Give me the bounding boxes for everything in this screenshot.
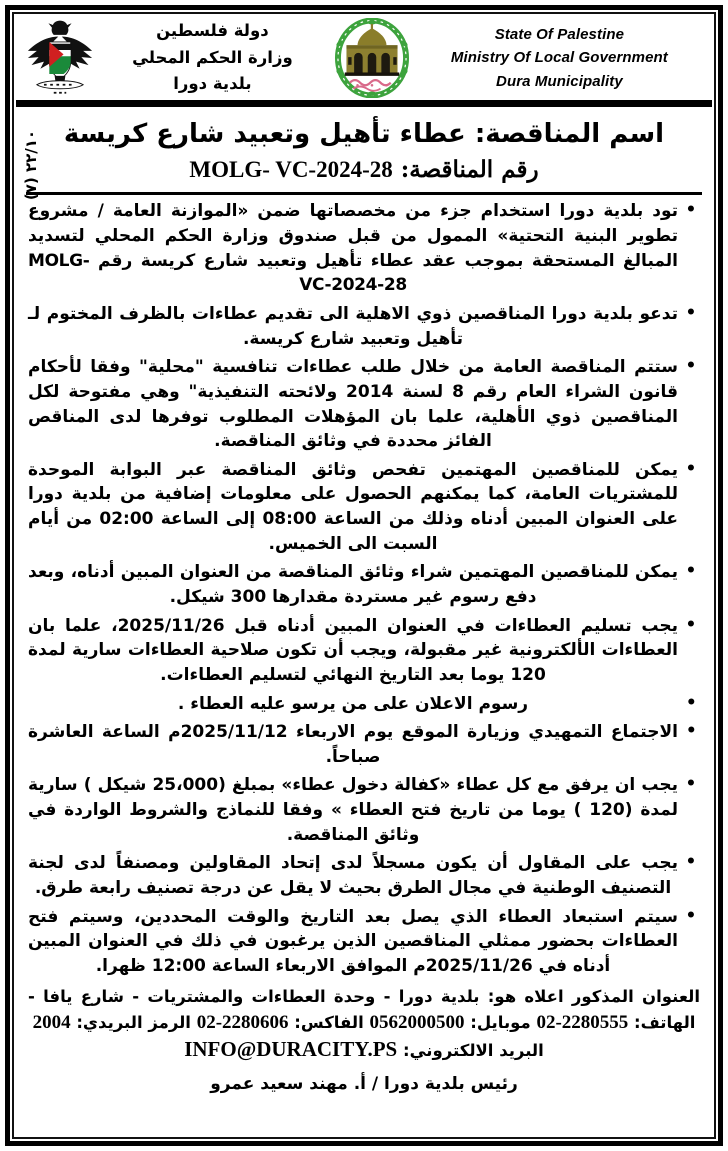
tender-number-label: رقم المناقصة: bbox=[400, 155, 539, 183]
letterhead-arabic-line-1: دولة فلسطين bbox=[156, 21, 269, 41]
title-block bbox=[22, 111, 706, 190]
clause-item: • تود بلدية دورا استخدام جزء من مخصصاتها ضمن «الموازنة العامة / مشروع تطوير البنية التحتية» الممول من قبل صندوق وزارة الحكم المحلي لتسديد المبالغ المستحقة بموجب عقد عطاء تأهيل وتعبيد شارع كريسة رقم MOLG- VC-2024-28 bbox=[28, 199, 700, 298]
reference-code-text: ٢٢/١٠ (٧) bbox=[21, 129, 40, 201]
letterhead-arabic-line-2: وزارة الحكم المحلي bbox=[132, 47, 293, 67]
clause-item: • الاجتماع التمهيدي وزيارة الموقع يوم الاربعاء 2025/11/12م الساعة العاشرة صباحاً. bbox=[28, 720, 700, 769]
dura-municipality-logo bbox=[329, 18, 415, 98]
postal-code-value: 2004 bbox=[32, 1011, 71, 1033]
clause-item: • يجب على المقاول أن يكون مسجلاً لدى إتحاد المقاولين ومصنفاً لدى لجنة التصنيف الوطنية في مجال الطرق بحيث لا يقل عن درجة تصنيف رابعة طرق. bbox=[28, 851, 700, 900]
header-divider-rule bbox=[16, 100, 712, 107]
palestine-eagle-emblem bbox=[24, 17, 96, 99]
letterhead-arabic bbox=[96, 18, 329, 97]
letterhead-english-line-3: Dura Municipality bbox=[496, 72, 623, 90]
title-divider-rule bbox=[26, 192, 702, 195]
mobile-label: موبايل: bbox=[470, 1012, 531, 1032]
clause-item: • سيتم استبعاد العطاء الذي يصل بعد التاريخ والوقت المحددين، وسيتم فتح العطاءات بحضور ممثلي المناقصين الذين يرغبون في ذلك في العنوان المبين أدناه في 2025/11/26م الموافق الاربعاء الساعة 12:00 ظهرا. bbox=[28, 905, 700, 979]
letterhead-english bbox=[415, 23, 704, 93]
tender-name-title: اسم المناقصة: عطاء تأهيل وتعبيد شارع كريسة bbox=[63, 119, 665, 149]
clause-item: • تدعو بلدية دورا المناقصين ذوي الاهلية الى تقديم عطاءات بالظرف المختوم لـ تأهيل وتعبيد شارع كريسة. bbox=[28, 302, 700, 351]
phone-value: 02-2280555 bbox=[536, 1011, 629, 1033]
page-frame-inner bbox=[12, 12, 716, 1139]
clause-item: • يجب ان يرفق مع كل عطاء «كفالة دخول عطاء» بمبلغ (25،000 شيكل ) سارية لمدة (120 ) يوما من تاريخ فتح العطاء » وفقا للنماذج والشروط الواردة في وثائق المناقصة. bbox=[28, 773, 700, 847]
postal-code-label: الرمز البريدي: bbox=[76, 1012, 191, 1032]
tender-number-line bbox=[56, 155, 672, 185]
announcement-body bbox=[14, 107, 714, 1137]
clause-item: • يمكن للمناقصين المهتمين شراء وثائق المناقصة من العنوان المبين أدناه، وبعد دفع رسوم غير مستردة مقدارها 300 شيكل. bbox=[28, 560, 700, 609]
contact-address: العنوان المذكور اعلاه هو: بلدية دورا - وحدة العطاءات والمشتريات - شارع يافا - bbox=[28, 986, 700, 1006]
fax-label: الفاكس: bbox=[294, 1012, 364, 1032]
phone-label: الهاتف: bbox=[634, 1012, 696, 1032]
page-frame-outer bbox=[5, 5, 723, 1146]
contact-block bbox=[22, 983, 706, 1036]
fax-value: 02-2280606 bbox=[196, 1011, 289, 1033]
signature-line: رئيس بلدية دورا / أ. مهند سعيد عمرو bbox=[210, 1074, 518, 1095]
clause-list bbox=[22, 199, 706, 978]
tender-number-value: MOLG- VC-2024-28 bbox=[189, 156, 393, 182]
email-label: البريد الالكتروني: bbox=[402, 1041, 544, 1061]
letterhead-english-line-2: Ministry Of Local Government bbox=[450, 49, 668, 67]
clause-item: • يجب تسليم العطاءات في العنوان المبين أدناه قبل 2025/11/26، علما بان العطاءات الألكترونية غير مقبولة، ويجب أن تكون صلاحية العطاءات سارية لمدة 120 يوما بعد التاريخ النهائي لتسليم العطاءات. bbox=[28, 614, 700, 688]
letterhead-english-line-1: State Of Palestine bbox=[494, 26, 625, 44]
email-line bbox=[22, 1036, 706, 1062]
clause-item: • رسوم الاعلان على من يرسو عليه العطاء . bbox=[28, 692, 700, 717]
letterhead bbox=[14, 14, 714, 100]
letterhead-arabic-line-3: بلدية دورا bbox=[173, 74, 252, 94]
mobile-value: 0562000500 bbox=[369, 1011, 465, 1033]
email-value[interactable]: INFO@DURACITY.PS bbox=[184, 1037, 398, 1062]
clause-item: • يمكن للمناقصين المهتمين تفحص وثائق المناقصة عبر البوابة الموحدة للمشتريات العامة، كما يمكنهم الحصول على معلومات إضافية من بلدية دورا على العنوان المبين أدناه وذلك من الساعة 08:00 إلى الساعة 02:00 من أيام السبت الى الخميس. bbox=[28, 458, 700, 557]
clause-item: • ستتم المناقصة العامة من خلال طلب عطاءات تنافسية "محلية" وفقا لأحكام قانون الشراء العام رقم 8 لسنة 2014 ولائحته التنفيذية" وهي مفتوحة لكل المناقصين ذوي الأهلية، علما بان المؤهلات المطلوب توفرها لدى المناقص الفائز محددة في وثائق المناقصة. bbox=[28, 355, 700, 454]
